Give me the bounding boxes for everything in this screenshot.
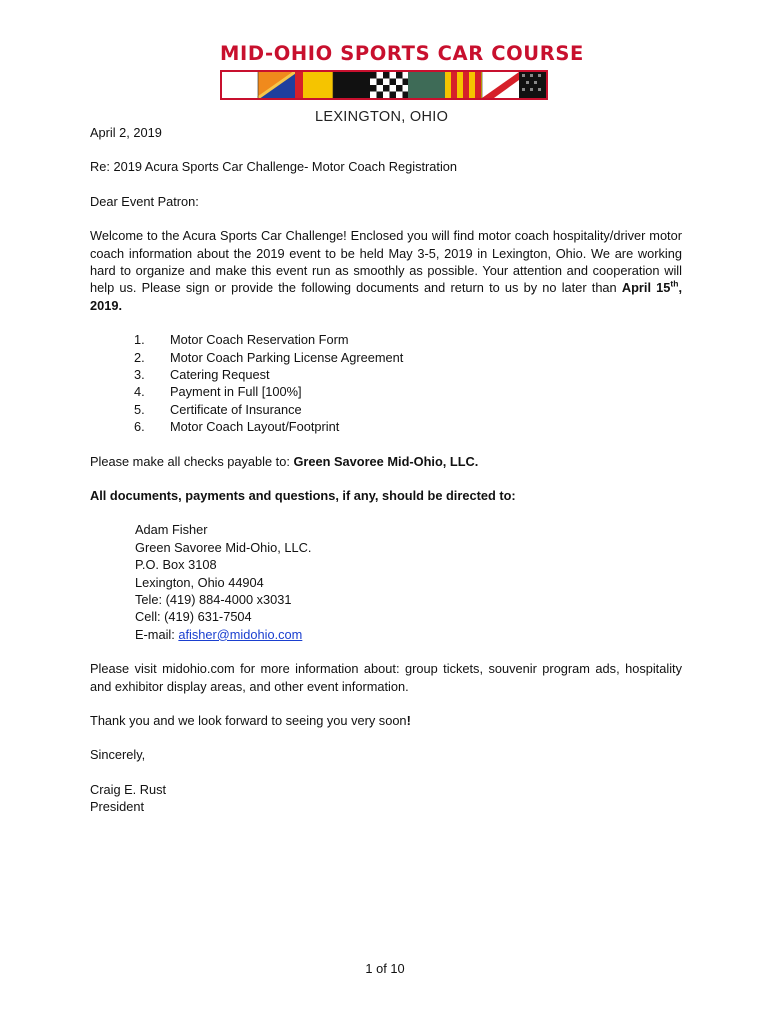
- contact-name: Adam Fisher: [135, 522, 208, 538]
- contact-po-box: P.O. Box 3108: [135, 557, 217, 573]
- contact-company: Green Savoree Mid-Ohio, LLC.: [135, 539, 312, 555]
- contact-city: Lexington, Ohio 44904: [135, 574, 264, 590]
- deadline-year: , 2019.: [90, 280, 682, 313]
- signer-name: Craig E. Rust: [90, 781, 167, 797]
- logo-title: MID-OHIO SPORTS CAR COURSE: [220, 42, 584, 65]
- signature-block: [90, 781, 682, 816]
- green-flag: [408, 72, 445, 98]
- signer-title: President: [90, 799, 145, 815]
- list-item: 4. Payment in Full [100%]: [134, 384, 302, 400]
- contact-tele: Tele: (419) 884-4000 x3031: [135, 591, 292, 607]
- email-link[interactable]: afisher@midohio.com: [178, 626, 303, 642]
- documents-list: [90, 331, 682, 435]
- checks-paragraph: Please make all checks payable to: Green Savoree Mid-Ohio, LLC.: [90, 453, 479, 469]
- white-flag: [222, 72, 258, 98]
- racing-flags-strip: [220, 70, 548, 100]
- deadline-date: April 15th, 2019.: [90, 279, 682, 313]
- contact-email: E-mail: afisher@midohio.com: [135, 626, 303, 642]
- black-dotted-flag: [519, 72, 546, 98]
- thanks-paragraph: Thank you and we look forward to seeing you very soon!: [90, 712, 411, 728]
- list-item: 5. Certificate of Insurance: [134, 401, 302, 417]
- intro-paragraph: [90, 227, 682, 314]
- checks-payee: Green Savoree Mid-Ohio, LLC.: [293, 453, 479, 469]
- page-number: 1 of 10: [365, 961, 405, 976]
- striped-flag: [445, 72, 482, 98]
- intro-text: Welcome to the Acura Sports Car Challenge! Enclosed you will find motor coach hospitality/driver motor coach information about the 2019 event to be held May 3-5, 2019 in Lexington, Ohio. We are working hard to organize and make this event run as smoothly as possible. Your attention and cooperation will help us. Please sign or provide the following documents and return to us by no later than: [90, 228, 682, 296]
- deadline-suffix: th: [670, 279, 679, 290]
- contact-cell: Cell: (419) 631-7504: [135, 609, 252, 625]
- contact-block: [90, 521, 682, 643]
- visit-paragraph: Please visit midohio.com for more information about: group tickets, souvenir program ads, hospitality and exhibitor display areas, and other event information.: [90, 661, 682, 694]
- racing-flags-icon: [222, 72, 546, 98]
- list-item: 1. Motor Coach Reservation Form: [134, 332, 349, 348]
- checkered-flag: [370, 72, 408, 98]
- list-item: 6. Motor Coach Layout/Footprint: [134, 419, 340, 435]
- letter-salutation: Dear Event Patron:: [90, 193, 199, 209]
- list-item: 3. Catering Request: [134, 367, 270, 383]
- letter-subject: Re: 2019 Acura Sports Car Challenge- Motor Coach Registration: [90, 159, 458, 175]
- list-item: 2. Motor Coach Parking License Agreement: [134, 349, 404, 365]
- black-flag: [333, 72, 370, 98]
- closing: Sincerely,: [90, 747, 146, 763]
- letter-date: April 2, 2019: [90, 125, 162, 140]
- directed-to-heading: All documents, payments and questions, if any, should be directed to:: [90, 488, 516, 503]
- letter-body: [90, 124, 682, 816]
- logo-subtitle: LEXINGTON, OHIO: [315, 109, 449, 125]
